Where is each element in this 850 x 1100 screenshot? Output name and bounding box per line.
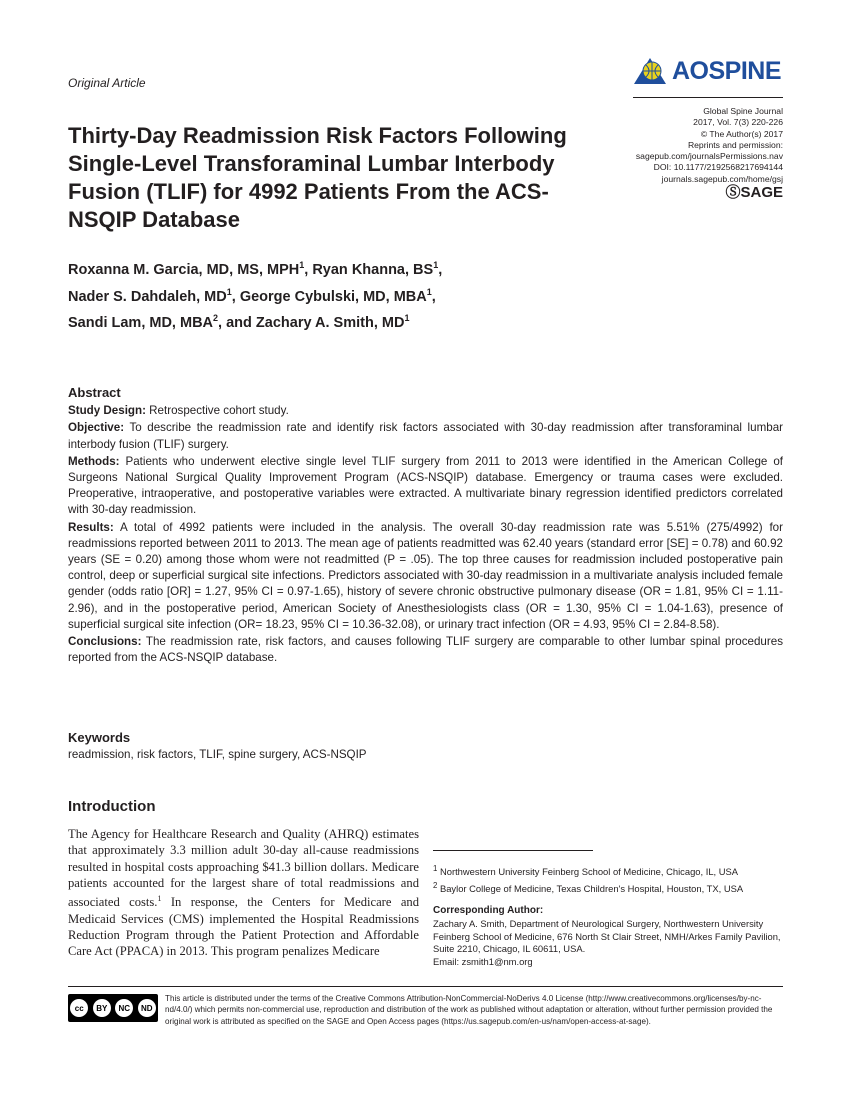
affiliation	[433, 879, 783, 896]
author-separator: ,	[304, 261, 313, 278]
footnote-rule	[433, 850, 593, 851]
author-separator: , and	[218, 315, 256, 332]
author	[256, 315, 410, 331]
corresponding-author	[433, 905, 783, 969]
author-affiliation-mark: 1	[299, 260, 305, 270]
author	[312, 262, 442, 278]
abstract-study-design	[68, 403, 783, 419]
nd-icon: ND	[138, 999, 156, 1017]
section-text: The readmission rate, risk factors, and causes following TLIF surgery are comparable to other lumbar spinal procedures reported from the ACS-NSQIP database.	[68, 635, 783, 665]
author-affiliation-mark: 1	[433, 260, 439, 270]
intro-text-part2: In response, the Centers for Medicare and Medicaid Services (CMS) implemented the Hospital Readmissions Reduction Program through the Patient Protection and Affordable Care Act (PPACA) in 2013. This program penalizes Medicare	[68, 895, 420, 959]
header-rule	[633, 97, 783, 98]
footer-rule	[68, 986, 783, 987]
abstract-heading: Abstract	[68, 385, 121, 400]
affiliation-text: Baylor College of Medicine, Texas Children's Hospital, Houston, TX, USA	[439, 882, 744, 894]
article-type: Original Article	[68, 76, 146, 90]
author-name: Roxanna M. Garcia, MD, MS, MPH	[68, 261, 300, 278]
cc-icon: cc	[70, 999, 88, 1017]
section-label: Objective:	[68, 421, 125, 435]
permissions-link[interactable]: sagepub.com/journalsPermissions.nav	[635, 151, 783, 162]
license-text: This article is distributed under the terms of the Creative Commons Attribution-NonCommercial-NoDerivs 4.0 License (http://www.creativecommons.org/licenses/by-nc-nd/4.0/) which permits non-commercial use, reproduction and distribution of the work as published without adaptation or alteration, without further permission provided the original work is attributed as specified on the SAGE and Open Access pages (https://us.sagepub.com/en-us/nam/open-access-at-sage).	[165, 994, 773, 1026]
author	[68, 315, 256, 331]
logo-text: AOSPINE	[672, 56, 782, 85]
author-affiliation-mark: 2	[213, 313, 219, 324]
section-label: Study Design:	[68, 404, 146, 418]
sage-logo-text: SAGE	[740, 184, 783, 202]
section-label: Results:	[68, 520, 114, 534]
citation-ref[interactable]: 1	[157, 894, 162, 904]
author	[239, 286, 436, 305]
author-affiliation-mark: 1	[226, 286, 232, 297]
section-text: A total of 4992 patients were included in the analysis. The overall 30-day readmission rate was 5.51% (275/4992) for readmissions reported between 2011 to 2013. The mean age of patients readmitted was 62.40 years (standard error [SE] = 0.78) and 60.92 years (SE = 0.20) among those whom were not readmitted (P = .05). The top three causes for readmission included postoperative pain control, deep or superficial surgical site infections. Predictors associated with 30-day readmission in a multivariate analysis included female gender (odds ratio [OR] = 1.27, 95% CI = 0.97-1.65), history of severe chronic obstructive pulmonary disease (OR = 1.81, 95% CI = 1.11-2.96), and in the postoperative period, American Society of Anesthesiologists class (OR = 1.30, 95% CI = 1.04-1.63), presence of superficial surgical site infection (OR= 18.23, 95% CI = 10.36-32.08), or urinary tract infection (OR = 4.93, 95% CI = 2.84-8.58).	[68, 520, 783, 631]
by-icon: BY	[93, 999, 111, 1017]
section-label: Methods:	[68, 454, 120, 468]
section-text: Retrospective cohort study.	[145, 404, 289, 418]
abstract-results	[68, 520, 783, 633]
journal-volume: 2017, Vol. 7(3) 220-226	[693, 117, 783, 128]
reprints-label: Reprints and permission:	[687, 139, 783, 150]
author-separator: ,	[438, 261, 443, 278]
aospine-globe-icon	[632, 56, 668, 86]
author-affiliation-mark: 1	[404, 313, 410, 324]
section-text: To describe the readmission rate and identify risk factors associated with 30-day readmission after transforaminal lumbar interbody fusion (TLIF) surgery.	[68, 421, 783, 451]
author	[68, 286, 240, 305]
abstract	[68, 385, 783, 667]
section-text: Patients who underwent elective single level TLIF surgery from 2011 to 2013 were identified in the American College of Surgeons National Surgical Quality Improvement Program (ACS-NSQIP) database. Emergency or trauma cases were excluded. Preoperative, intraoperative, and postoperative variables were extracted. A multivariate binary regression identified predictors correlated with 30-day readmission.	[68, 454, 783, 517]
author	[68, 262, 312, 278]
doi[interactable]: DOI: 10.1177/2192568217694144	[653, 162, 783, 173]
aospine-logo	[632, 56, 781, 86]
author-separator: ,	[431, 288, 436, 305]
affiliation-number: 1	[433, 864, 438, 873]
abstract-conclusions	[68, 634, 783, 666]
sage-logo: ⓈSAGE	[725, 184, 783, 202]
corresponding-email[interactable]: Email: zsmith1@nm.org	[433, 956, 533, 968]
affiliation-number: 2	[433, 880, 438, 890]
keywords-heading: Keywords	[68, 730, 131, 745]
author-separator: ,	[231, 288, 240, 305]
paper-title: Thirty-Day Readmission Risk Factors Following Single-Level Transforaminal Lumbar Interbody Fusion (TLIF) for 4992 Patients From the ACS-NSQIP Database	[68, 123, 567, 232]
journal-info	[635, 106, 783, 202]
abstract-methods	[68, 454, 783, 519]
corresponding-heading: Corresponding Author:	[433, 905, 544, 916]
journal-name: Global Spine Journal	[703, 106, 783, 116]
creative-commons-badge	[68, 994, 158, 1022]
author-name: Zachary A. Smith, MD	[255, 315, 405, 332]
affiliations	[433, 862, 783, 895]
corresponding-text: Zachary A. Smith, Department of Neurological Surgery, Northwestern University Feinberg School of Medicine, 676 North St Clair Street, NMH/Arkes Family Pavilion, Suite 2210, Chicago, IL 60611, USA.	[433, 917, 781, 955]
nc-icon: NC	[115, 999, 133, 1017]
author-affiliation-mark: 1	[426, 286, 432, 297]
author-name: Nader S. Dahdaleh, MD	[68, 288, 227, 305]
author-list	[68, 254, 588, 334]
author-name: Ryan Khanna, BS	[312, 261, 434, 278]
author-name: Sandi Lam, MD, MBA	[68, 315, 214, 332]
copyright: © The Author(s) 2017	[700, 128, 783, 139]
affiliation-text: Northwestern University Feinberg School of Medicine, Chicago, IL, USA	[439, 866, 739, 878]
keywords-text: readmission, risk factors, TLIF, spine surgery, ACS-NSQIP	[68, 748, 367, 761]
section-label: Conclusions:	[68, 635, 142, 649]
introduction-heading: Introduction	[68, 798, 156, 815]
intro-text-part1: The Agency for Healthcare Research and Quality (AHRQ) estimates that approximately 3.3 million adult 30-day all-cause readmissions resulted in hospital costs approaching $41.3 billion dollars. Medicare patients accounted for the largest share of total readmissions and associated costs.	[68, 827, 419, 910]
affiliation	[433, 862, 783, 879]
author-name: George Cybulski, MD, MBA	[239, 288, 427, 305]
keywords	[68, 730, 783, 763]
introduction-text	[68, 826, 419, 960]
abstract-objective	[68, 420, 783, 452]
journal-link[interactable]: journals.sagepub.com/home/gsj	[661, 173, 783, 184]
